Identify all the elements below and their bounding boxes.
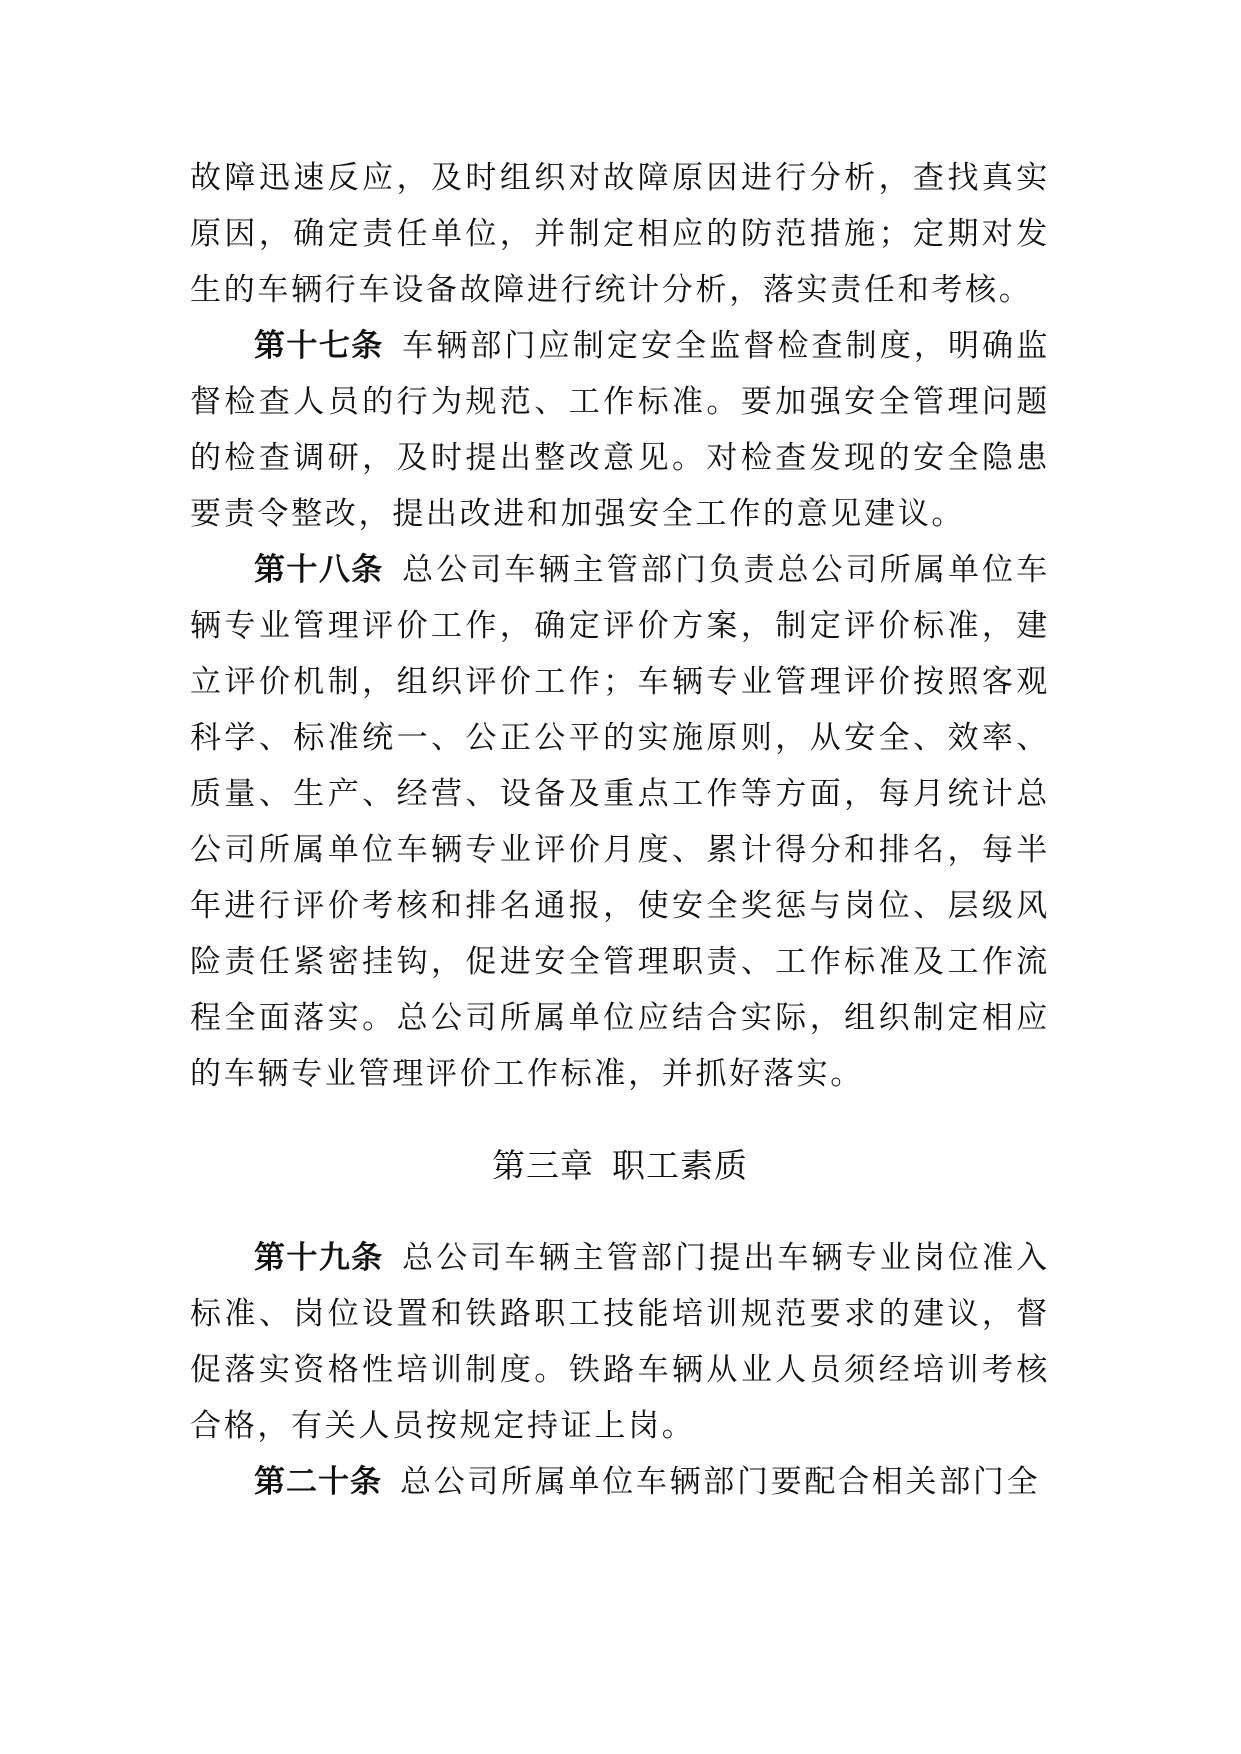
- chapter-heading: [190, 1138, 1050, 1194]
- chapter-number: 第三章: [492, 1146, 594, 1185]
- chapter-title: 职工素质: [612, 1146, 748, 1185]
- article-17-number: 第十七条: [254, 328, 384, 364]
- article-18: [190, 542, 1050, 1102]
- article-17-text: 车辆部门应制定安全监督检查制度，明确监督检查人员的行为规范、工作标准。要加强安全管理问题的检查调研，及时提出整改意见。对检查发现的安全隐患要责令整改，提出改进和加强安全工作的意见建议。: [190, 328, 1050, 532]
- article-20: [190, 1454, 1050, 1510]
- article-20-number: 第二十条: [254, 1464, 382, 1500]
- continuation-paragraph: 故障迅速反应，及时组织对故障原因进行分析，查找真实原因，确定责任单位，并制定相应的防范措施；定期对发生的车辆行车设备故障进行统计分析，落实责任和考核。: [190, 160, 1050, 308]
- document-page: [190, 150, 1050, 1510]
- article-18-number: 第十八条: [254, 552, 384, 588]
- article-19-number: 第十九条: [254, 1240, 384, 1276]
- article-19: [190, 1230, 1050, 1454]
- article-19-text: 总公司车辆主管部门提出车辆专业岗位准入标准、岗位设置和铁路职工技能培训规范要求的建议，督促落实资格性培训制度。铁路车辆从业人员须经培训考核合格，有关人员按规定持证上岗。: [190, 1240, 1050, 1444]
- article-17: [190, 318, 1050, 542]
- article-18-text: 总公司车辆主管部门负责总公司所属单位车辆专业管理评价工作，确定评价方案，制定评价标准，建立评价机制，组织评价工作；车辆专业管理评价按照客观科学、标准统一、公正公平的实施原则，从安全、效率、质量、生产、经营、设备及重点工作等方面，每月统计总公司所属单位车辆专业评价月度、累计得分和排名，每半年进行评价考核和排名通报，使安全奖惩与岗位、层级风险责任紧密挂钩，促进安全管理职责、工作标准及工作流程全面落实。总公司所属单位应结合实际，组织制定相应的车辆专业管理评价工作标准，并抓好落实。: [190, 552, 1050, 1092]
- article-20-text: 总公司所属单位车辆部门要配合相关部门全: [400, 1464, 1041, 1500]
